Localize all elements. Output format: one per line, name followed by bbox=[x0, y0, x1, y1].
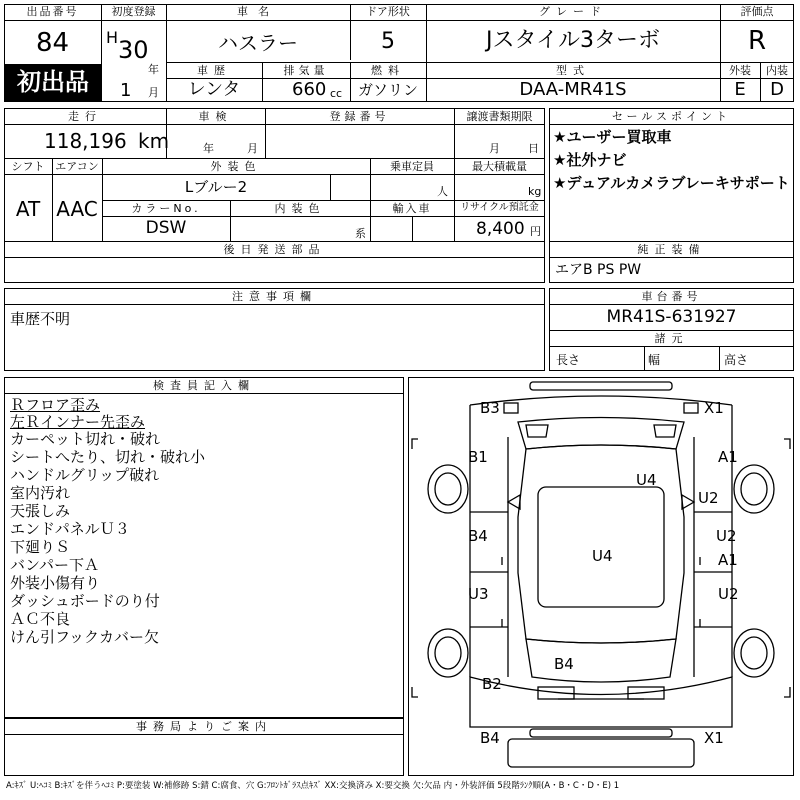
inspection-note: Ｒフロア歪み bbox=[10, 396, 101, 414]
inspector-label: 検査員記入欄 bbox=[153, 379, 255, 392]
wheel-rear-left-inner bbox=[435, 637, 461, 669]
grid-line bbox=[549, 346, 794, 347]
model-label: 型式 bbox=[556, 64, 590, 77]
damage-mark: U3 bbox=[468, 585, 489, 603]
grid-line bbox=[4, 241, 545, 242]
exterior-color-label: 外装色 bbox=[210, 160, 262, 173]
grid-line bbox=[4, 124, 545, 125]
first-listing-badge: 初出品 bbox=[5, 65, 101, 101]
rear-step-shape bbox=[508, 739, 694, 767]
roof-outline bbox=[518, 445, 684, 643]
interior-color-label: 内装色 bbox=[274, 202, 326, 215]
exterior-color-value: Lブルー2 bbox=[184, 178, 248, 196]
displacement-unit: cc bbox=[330, 87, 343, 100]
damage-mark: B2 bbox=[482, 675, 502, 693]
displacement-label: 排気量 bbox=[283, 64, 329, 77]
grid-line bbox=[4, 393, 404, 394]
sales-points-label: セールスポイント bbox=[611, 110, 731, 123]
front-bumper-shape bbox=[530, 382, 672, 390]
exterior-label: 外装 bbox=[729, 64, 751, 77]
inspection-note: けん引フックカバー欠 bbox=[10, 628, 159, 646]
wheel-rear-right bbox=[734, 629, 774, 677]
wheel-front-left bbox=[428, 465, 468, 513]
reg-year: 30 bbox=[118, 36, 149, 64]
inspection-note: 天張しみ bbox=[10, 502, 71, 520]
registration-label: 登録番号 bbox=[329, 110, 390, 123]
windshield-shape bbox=[518, 418, 684, 450]
history-label: 車歴 bbox=[197, 64, 231, 77]
door-value: 5 bbox=[381, 29, 395, 54]
grade-value: Jスタイル3ターボ bbox=[485, 28, 661, 53]
damage-mark: A1 bbox=[718, 448, 738, 466]
grade-label: グレード bbox=[539, 5, 607, 18]
right-mirror-shape bbox=[682, 495, 694, 509]
headlight-left bbox=[504, 403, 518, 413]
headlight-right bbox=[684, 403, 698, 413]
car-name-label: 車名 bbox=[237, 5, 279, 18]
wiper-area-shape bbox=[526, 425, 676, 437]
inspection-note: シートへたり、切れ・破れ小 bbox=[10, 448, 206, 466]
notes-text: 車歴不明 bbox=[10, 310, 71, 328]
mileage-value: 118,196 bbox=[44, 129, 127, 153]
max-load-label: 最大積載量 bbox=[472, 160, 527, 173]
damage-mark: B3 bbox=[480, 399, 500, 417]
damage-mark: B1 bbox=[468, 448, 488, 466]
interior-color-unit: 系 bbox=[355, 227, 366, 240]
door-handles bbox=[502, 557, 700, 627]
wheel-front-left-inner bbox=[435, 473, 461, 505]
genuine-equipment-label: 純正装備 bbox=[637, 243, 706, 256]
grid-line bbox=[166, 78, 794, 79]
length-label: 長さ bbox=[556, 353, 581, 367]
office-notice-label: 事務局よりご案内 bbox=[136, 720, 272, 733]
first-reg-label: 初度登録 bbox=[111, 5, 156, 18]
month-unit: 月 bbox=[148, 86, 159, 99]
rear-bumper-shape bbox=[530, 729, 672, 737]
inspection-note: 室内汚れ bbox=[10, 484, 71, 502]
height-label: 高さ bbox=[724, 353, 749, 367]
grid-line bbox=[101, 20, 794, 21]
color-no-value: DSW bbox=[145, 218, 187, 238]
inspection-note: 外装小傷有り bbox=[10, 574, 101, 592]
grid-line bbox=[719, 346, 720, 371]
reg-month: 1 bbox=[120, 80, 132, 101]
score-value: R bbox=[747, 26, 767, 56]
inspection-note: 下廻りＳ bbox=[10, 538, 71, 556]
grid-line bbox=[102, 174, 545, 175]
ac-value: AAC bbox=[56, 197, 98, 221]
grid-line bbox=[549, 124, 794, 125]
grid-line bbox=[412, 216, 413, 241]
inspection-note: カーペット切れ・破れ bbox=[10, 430, 161, 448]
displacement-value: 660 bbox=[292, 79, 327, 100]
lot-label: 出品番号 bbox=[26, 5, 79, 18]
recycle-fee-unit: 円 bbox=[530, 225, 541, 238]
year-unit: 年 bbox=[148, 63, 159, 76]
grid-line bbox=[330, 174, 331, 200]
later-parts-label: 後日発送部品 bbox=[223, 243, 326, 256]
inspection-month-unit: 月 bbox=[247, 142, 258, 155]
legend-footer: A:ｷｽﾞ U:ﾍｺﾐ B:ｷｽﾞを伴うﾍｺﾐ P:要塗装 W:補修跡 S:錆 C:腐食、穴 G:ﾌﾛﾝﾄｶﾞﾗｽ点ｷｽﾞ XX:交換済み X:要交換 欠:欠品 内・外装評価 5段階ﾗﾝｸ順(A・B・C・D・E) 1 bbox=[6, 781, 620, 791]
sales-point-item: ★ユーザー買取車 bbox=[553, 128, 672, 146]
sales-point-item: ★社外ナビ bbox=[553, 151, 627, 169]
interior-grade: D bbox=[770, 79, 784, 100]
mileage-unit: km bbox=[138, 129, 170, 153]
transfer-month-unit: 月 bbox=[489, 142, 500, 155]
interior-label: 内装 bbox=[766, 64, 788, 77]
genuine-equipment-value: エアB PS PW bbox=[555, 262, 642, 278]
inspection-note: バンパー下Ａ bbox=[10, 556, 99, 574]
grid-line bbox=[4, 304, 545, 305]
fuel-label: 燃料 bbox=[371, 64, 405, 77]
dimensions-label: 諸元 bbox=[654, 332, 689, 345]
grid-line bbox=[549, 241, 794, 242]
sales-point-item: ★デュアルカメラブレーキサポート bbox=[553, 174, 790, 192]
max-load-unit: kg bbox=[528, 185, 542, 198]
grid-line bbox=[166, 62, 794, 63]
grid-line bbox=[101, 4, 102, 102]
grid-line bbox=[102, 200, 545, 201]
damage-mark: U4 bbox=[636, 471, 657, 489]
recycle-fee-label: リサイクル預託金 bbox=[460, 202, 539, 213]
left-mirror-shape bbox=[508, 495, 520, 509]
history-value: レンタ bbox=[187, 79, 241, 100]
width-label: 幅 bbox=[648, 353, 661, 367]
inspection-note: エンドパネルＵ３ bbox=[10, 520, 130, 538]
grid-line bbox=[549, 304, 794, 305]
shift-value: AT bbox=[15, 197, 41, 221]
mileage-label: 走行 bbox=[68, 110, 102, 123]
front-body-outline bbox=[470, 405, 732, 437]
chassis-label: 車台番号 bbox=[641, 290, 702, 303]
fuel-value: ガソリン bbox=[357, 81, 418, 99]
chassis-number: MR41S-631927 bbox=[606, 307, 737, 327]
grid-line bbox=[102, 216, 545, 217]
recycle-fee-value: 8,400 bbox=[476, 219, 525, 239]
score-label: 評価点 bbox=[740, 5, 774, 18]
ac-label: エアコン bbox=[55, 160, 99, 173]
inspection-note: ＡＣ不良 bbox=[10, 610, 71, 628]
grid-line bbox=[4, 734, 404, 735]
inspection-note: 左Ｒインナー先歪み bbox=[10, 413, 146, 431]
car-name: ハスラー bbox=[218, 31, 298, 55]
damage-mark: U2 bbox=[716, 527, 737, 545]
inspection-note: ダッシュボードのり付 bbox=[10, 592, 160, 610]
damage-mark: B4 bbox=[480, 729, 500, 747]
capacity-label: 乗車定員 bbox=[390, 160, 434, 173]
wheel-front-right-inner bbox=[741, 473, 767, 505]
inspection-label: 車検 bbox=[198, 110, 233, 123]
damage-mark: B4 bbox=[554, 655, 574, 673]
grid-line bbox=[4, 20, 101, 21]
damage-mark: U2 bbox=[698, 489, 719, 507]
damage-mark: U4 bbox=[592, 547, 613, 565]
rear-body-outline bbox=[470, 677, 732, 727]
damage-mark: X1 bbox=[704, 399, 724, 417]
model-value: DAA-MR41S bbox=[519, 79, 627, 100]
grid-line bbox=[549, 257, 794, 258]
notes-label: 注意事項欄 bbox=[232, 290, 317, 303]
import-label: 輸入車 bbox=[392, 202, 432, 215]
capacity-unit: 人 bbox=[437, 185, 448, 198]
wheel-rear-right-inner bbox=[741, 637, 767, 669]
era-letter: H bbox=[106, 28, 119, 47]
damage-mark: A1 bbox=[718, 551, 738, 569]
grid-line bbox=[4, 257, 545, 258]
shift-label: シフト bbox=[11, 160, 45, 173]
door-label: ドア形状 bbox=[366, 5, 410, 18]
car-damage-diagram bbox=[408, 377, 794, 776]
damage-mark: B4 bbox=[468, 527, 488, 545]
rear-glass-shape bbox=[526, 639, 676, 682]
color-no-label: カラーNo. bbox=[131, 202, 201, 215]
grid-line bbox=[644, 346, 645, 371]
inspection-note: ハンドルグリップ破れ bbox=[10, 466, 160, 484]
bottom-brackets bbox=[412, 687, 790, 697]
damage-mark: U2 bbox=[718, 585, 739, 603]
damage-mark: X1 bbox=[704, 729, 724, 747]
inspection-year-unit: 年 bbox=[203, 142, 214, 155]
transfer-doc-label: 譲渡書類期限 bbox=[466, 110, 533, 123]
transfer-day-unit: 日 bbox=[528, 142, 539, 155]
grid-line bbox=[4, 158, 545, 159]
grid-line bbox=[549, 330, 794, 331]
wheel-rear-left bbox=[428, 629, 468, 677]
wheel-front-right bbox=[734, 465, 774, 513]
lot-number: 84 bbox=[35, 28, 70, 58]
grid-line bbox=[4, 174, 102, 175]
exterior-grade: E bbox=[734, 79, 746, 100]
